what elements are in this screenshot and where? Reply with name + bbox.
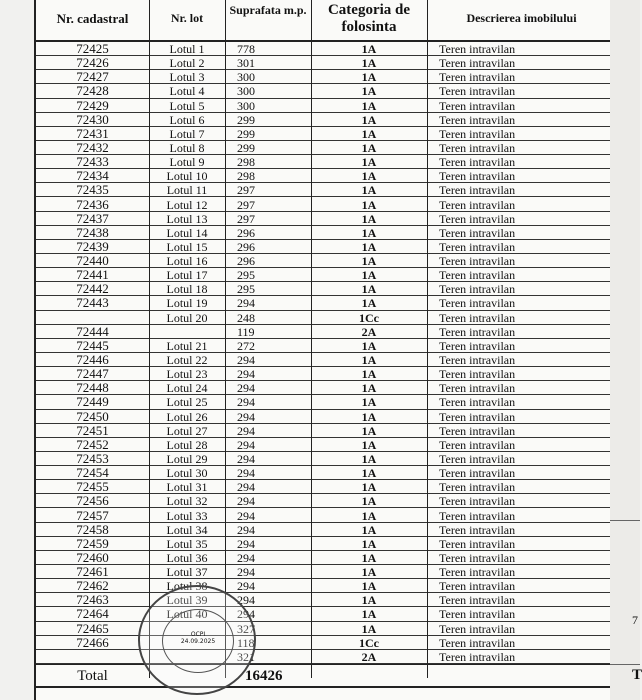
- cell-nr-lot: Lotul 6: [169, 112, 205, 127]
- cell-suprafata: 297: [237, 183, 255, 198]
- table-row: [36, 424, 610, 438]
- cell-nr-lot: Lotul 36: [166, 550, 208, 565]
- cell-suprafata: 299: [237, 112, 255, 127]
- cell-nr-cadastral: 72426: [76, 55, 109, 71]
- cell-nr-cadastral: 72453: [76, 450, 109, 466]
- cell-categoria: 1A: [361, 423, 377, 438]
- table-row: [36, 268, 610, 282]
- table-row: [36, 466, 610, 480]
- cell-suprafata: 298: [237, 169, 255, 184]
- cell-descrierea: Teren intravilan: [439, 466, 516, 481]
- cell-nr-lot: Lotul 3: [169, 70, 205, 85]
- margin-fragment: 7: [632, 613, 638, 627]
- cell-nr-cadastral: 72456: [76, 493, 109, 509]
- cell-categoria: 1Cc: [359, 310, 379, 325]
- cell-descrierea: Teren intravilan: [439, 112, 516, 127]
- cell-descrierea: Teren intravilan: [439, 423, 516, 438]
- table-row: [36, 169, 610, 183]
- cell-categoria: 1A: [361, 381, 377, 396]
- cell-categoria: 1A: [361, 42, 377, 56]
- cell-categoria: 1A: [361, 98, 377, 113]
- table-row: [36, 593, 610, 607]
- cell-nr-cadastral: 72457: [76, 507, 109, 523]
- table-row: [36, 353, 610, 367]
- cell-categoria: 1A: [361, 239, 377, 254]
- cell-nr-lot: Lotul 15: [166, 239, 208, 254]
- table-row: [36, 622, 610, 636]
- cell-nr-lot: Lotul 37: [166, 565, 208, 580]
- table-row: [36, 183, 610, 197]
- table-row: [36, 84, 610, 98]
- cell-nr-lot: Lotul 24: [166, 381, 208, 396]
- cell-nr-cadastral: [36, 650, 149, 663]
- cell-categoria: 1A: [361, 282, 377, 297]
- cell-nr-cadastral: 72446: [76, 352, 109, 367]
- cell-categoria: 1A: [361, 550, 377, 565]
- cell-descrierea: Teren intravilan: [439, 56, 516, 71]
- cell-suprafata: 298: [237, 155, 255, 170]
- cell-nr-lot: Lotul 23: [166, 367, 208, 382]
- strip-rule: [610, 664, 640, 665]
- cell-categoria: 1A: [361, 70, 377, 85]
- cell-nr-lot: Lotul 20: [166, 310, 208, 325]
- cell-nr-cadastral: 72434: [76, 168, 109, 184]
- cell-nr-cadastral: 72425: [76, 41, 109, 56]
- stamp-text: OCPI 24.09.2025: [180, 631, 216, 645]
- table-row: [36, 494, 610, 508]
- cell-suprafata: 294: [237, 494, 255, 509]
- cell-categoria: 1A: [361, 197, 377, 212]
- cell-nr-cadastral: 72433: [76, 154, 109, 170]
- cell-suprafata: 294: [237, 466, 255, 481]
- cell-categoria: 1A: [361, 140, 377, 155]
- cell-categoria: 1A: [361, 254, 377, 269]
- cell-suprafata: 294: [237, 565, 255, 580]
- cell-descrierea: Teren intravilan: [439, 494, 516, 509]
- cell-suprafata: 294: [237, 423, 255, 438]
- cell-descrierea: Teren intravilan: [439, 409, 516, 424]
- cell-categoria: 1A: [361, 593, 377, 608]
- header-descrierea: Descrierea imobilului: [466, 11, 577, 25]
- cell-nr-cadastral: 72439: [76, 238, 109, 254]
- cell-nr-cadastral: 72436: [76, 196, 109, 212]
- cell-descrierea: Teren intravilan: [439, 225, 516, 240]
- cell-descrierea: Teren intravilan: [439, 536, 516, 551]
- cell-suprafata: 119: [237, 324, 255, 339]
- cell-suprafata: 294: [237, 367, 255, 382]
- table-row: [36, 523, 610, 537]
- cell-nr-cadastral: 72443: [76, 295, 109, 311]
- cell-descrierea: Teren intravilan: [439, 211, 516, 226]
- margin-fragment: T: [632, 667, 642, 683]
- cell-nr-lot: Lotul 33: [166, 508, 208, 523]
- table-row: [36, 70, 610, 84]
- cell-descrierea: Teren intravilan: [439, 183, 516, 198]
- cell-descrierea: Teren intravilan: [439, 282, 516, 297]
- cell-descrierea: Teren intravilan: [439, 522, 516, 537]
- cell-descrierea: Teren intravilan: [439, 169, 516, 184]
- cell-categoria: 1A: [361, 56, 377, 71]
- cell-nr-lot: Lotul 32: [166, 494, 208, 509]
- cell-suprafata: 297: [237, 197, 255, 212]
- cell-nr-cadastral: 72448: [76, 380, 109, 396]
- cell-suprafata: 296: [237, 254, 255, 269]
- cell-descrierea: Teren intravilan: [439, 126, 516, 141]
- cell-categoria: 1A: [361, 522, 377, 537]
- cell-categoria: 1A: [361, 579, 377, 594]
- cell-nr-cadastral: 72438: [76, 224, 109, 240]
- cell-nr-lot: Lotul 29: [166, 451, 208, 466]
- cell-categoria: 1A: [361, 268, 377, 283]
- cell-categoria: 1A: [361, 84, 377, 99]
- cell-categoria: 1A: [361, 211, 377, 226]
- header-nr-lot: Nr. lot: [170, 11, 204, 25]
- cell-nr-cadastral: 72462: [76, 578, 109, 594]
- cell-suprafata: 294: [237, 353, 255, 367]
- cell-nr-cadastral: 72437: [76, 210, 109, 226]
- cell-nr-lot: Lotul 40: [166, 607, 208, 622]
- cell-nr-lot: Lotul 38: [166, 579, 208, 594]
- cell-nr-lot: Lotul 25: [166, 395, 208, 410]
- cell-suprafata: 321: [237, 649, 255, 664]
- cell-descrierea: Teren intravilan: [439, 635, 516, 650]
- cell-nr-cadastral: 72455: [76, 479, 109, 495]
- cell-nr-lot: Lotul 34: [166, 522, 208, 537]
- cell-descrierea: Teren intravilan: [439, 649, 516, 664]
- cell-nr-cadastral: 72458: [76, 521, 109, 537]
- adjacent-page-edge: [610, 0, 640, 700]
- cell-categoria: 1A: [361, 296, 377, 311]
- cell-nr-cadastral: 72440: [76, 253, 109, 269]
- cell-descrierea: Teren intravilan: [439, 84, 516, 99]
- cell-suprafata: 296: [237, 225, 255, 240]
- cell-nr-cadastral: 72451: [76, 422, 109, 438]
- cell-categoria: 1A: [361, 508, 377, 523]
- cell-categoria: 1A: [361, 353, 377, 367]
- cell-suprafata: 294: [237, 550, 255, 565]
- cell-suprafata: 294: [237, 593, 255, 608]
- cell-nr-lot: Lotul 13: [166, 211, 208, 226]
- cell-categoria: 1A: [361, 480, 377, 495]
- table-row: [36, 381, 610, 395]
- table-row: [36, 198, 610, 212]
- table-row: [36, 551, 610, 565]
- table-row: [36, 212, 610, 226]
- cell-nr-lot: Lotul 4: [169, 84, 205, 99]
- cell-categoria: 1A: [361, 155, 377, 170]
- cell-nr-cadastral: 72447: [76, 366, 109, 382]
- cell-descrierea: Teren intravilan: [439, 338, 516, 353]
- table-row: [36, 636, 610, 650]
- cell-nr-cadastral: 72432: [76, 139, 109, 155]
- cell-descrierea: Teren intravilan: [439, 239, 516, 254]
- table-row: [36, 410, 610, 424]
- table-row: [36, 56, 610, 70]
- cell-suprafata: 248: [237, 310, 255, 325]
- cell-nr-cadastral: 72435: [76, 182, 109, 198]
- total-label: Total: [77, 668, 108, 684]
- cell-nr-lot: Lotul 1: [169, 42, 205, 56]
- cell-suprafata: 778: [237, 42, 255, 56]
- official-stamp-seal: [138, 585, 256, 695]
- cell-nr-cadastral: 72442: [76, 281, 109, 297]
- cell-nr-cadastral: 72450: [76, 408, 109, 424]
- cell-nr-lot: Lotul 16: [166, 254, 208, 269]
- cell-categoria: 1A: [361, 395, 377, 410]
- cell-descrierea: Teren intravilan: [439, 254, 516, 269]
- cell-descrierea: Teren intravilan: [439, 42, 516, 56]
- cell-nr-cadastral: 72444: [76, 323, 109, 339]
- table-row: [36, 579, 610, 593]
- cell-categoria: 1A: [361, 494, 377, 509]
- cell-suprafata: 300: [237, 84, 255, 99]
- cell-nr-cadastral: 72466: [76, 634, 109, 650]
- cell-nr-cadastral: 72460: [76, 549, 109, 565]
- cell-suprafata: 327: [237, 621, 255, 636]
- cell-nr-cadastral: 72452: [76, 436, 109, 452]
- table-row: [36, 565, 610, 579]
- cell-descrierea: Teren intravilan: [439, 437, 516, 452]
- strip-rule: [610, 520, 640, 521]
- cell-suprafata: 300: [237, 70, 255, 85]
- cell-descrierea: Teren intravilan: [439, 593, 516, 608]
- table-row: [36, 240, 610, 254]
- cell-categoria: 1A: [361, 112, 377, 127]
- cell-nr-cadastral: 72465: [76, 620, 109, 636]
- table-row: [36, 367, 610, 381]
- cell-categoria: 1A: [361, 466, 377, 481]
- cell-suprafata: 296: [237, 239, 255, 254]
- cell-nr-lot: Lotul 5: [169, 98, 205, 113]
- cell-nr-lot: [149, 325, 225, 338]
- cell-suprafata: 294: [237, 522, 255, 537]
- cell-suprafata: 294: [237, 395, 255, 410]
- cell-descrierea: Teren intravilan: [439, 310, 516, 325]
- cell-nr-cadastral: 72427: [76, 69, 109, 85]
- cell-nr-cadastral: 72463: [76, 592, 109, 608]
- cell-categoria: 1A: [361, 169, 377, 184]
- cell-categoria: 1A: [361, 536, 377, 551]
- cell-descrierea: Teren intravilan: [439, 296, 516, 311]
- cell-categoria: 1Cc: [359, 635, 379, 650]
- cell-nr-lot: Lotul 31: [166, 480, 208, 495]
- cell-nr-lot: Lotul 28: [166, 437, 208, 452]
- cell-nr-cadastral: 72445: [76, 337, 109, 353]
- table-row: [36, 452, 610, 466]
- cell-nr-lot: Lotul 26: [166, 409, 208, 424]
- cell-suprafata: 294: [237, 607, 255, 622]
- total-row: [36, 664, 610, 688]
- cell-descrierea: Teren intravilan: [439, 367, 516, 382]
- cell-nr-cadastral: 72459: [76, 535, 109, 551]
- cell-suprafata: 294: [237, 296, 255, 311]
- cell-descrierea: Teren intravilan: [439, 565, 516, 580]
- table-row: [36, 650, 610, 664]
- cell-nr-cadastral: [36, 311, 149, 324]
- cell-nr-lot: Lotul 12: [166, 197, 208, 212]
- cell-descrierea: Teren intravilan: [439, 508, 516, 523]
- cell-descrierea: Teren intravilan: [439, 621, 516, 636]
- table-row: [36, 127, 610, 141]
- cell-nr-cadastral: 72429: [76, 97, 109, 113]
- column-divider: [149, 0, 150, 678]
- cell-suprafata: 294: [237, 451, 255, 466]
- cell-nr-cadastral: 72464: [76, 606, 109, 622]
- cell-nr-lot: Lotul 7: [169, 126, 205, 141]
- cell-nr-cadastral: 72431: [76, 125, 109, 141]
- cell-categoria: 1A: [361, 338, 377, 353]
- header-suprafata: Suprafata m.p.: [229, 3, 307, 17]
- table-row: [36, 325, 610, 339]
- table-row: [36, 141, 610, 155]
- cell-descrierea: Teren intravilan: [439, 395, 516, 410]
- cell-categoria: 1A: [361, 451, 377, 466]
- table-row: [36, 226, 610, 240]
- cell-descrierea: Teren intravilan: [439, 451, 516, 466]
- cell-categoria: 1A: [361, 565, 377, 580]
- table-row: [36, 155, 610, 169]
- cell-descrierea: Teren intravilan: [439, 607, 516, 622]
- cell-categoria: 2A: [361, 649, 377, 664]
- cell-nr-lot: Lotul 18: [166, 282, 208, 297]
- table-row: [36, 113, 610, 127]
- cell-nr-lot: Lotul 27: [166, 423, 208, 438]
- cell-nr-cadastral: 72441: [76, 267, 109, 283]
- cell-nr-lot: Lotul 35: [166, 536, 208, 551]
- cell-nr-lot: Lotul 2: [169, 56, 205, 71]
- column-divider: [427, 0, 428, 678]
- table-row: [36, 509, 610, 523]
- cell-nr-lot: Lotul 30: [166, 466, 208, 481]
- cell-categoria: 1A: [361, 367, 377, 382]
- cell-nr-lot: Lotul 17: [166, 268, 208, 283]
- cell-nr-lot: Lotul 21: [166, 338, 208, 353]
- cell-suprafata: 297: [237, 211, 255, 226]
- cell-suprafata: 294: [237, 409, 255, 424]
- cell-suprafata: 294: [237, 480, 255, 495]
- cell-descrierea: Teren intravilan: [439, 268, 516, 283]
- cell-suprafata: 294: [237, 508, 255, 523]
- column-divider: [225, 0, 226, 678]
- table-row: [36, 395, 610, 409]
- cell-descrierea: Teren intravilan: [439, 353, 516, 367]
- cell-nr-lot: Lotul 9: [169, 155, 205, 170]
- cell-descrierea: Teren intravilan: [439, 550, 516, 565]
- cell-descrierea: Teren intravilan: [439, 155, 516, 170]
- cell-suprafata: 300: [237, 98, 255, 113]
- cell-nr-lot: Lotul 14: [166, 225, 208, 240]
- cell-categoria: 1A: [361, 183, 377, 198]
- cell-suprafata: 295: [237, 268, 255, 283]
- cell-suprafata: 301: [237, 56, 255, 71]
- table-row: [36, 42, 610, 56]
- cell-descrierea: Teren intravilan: [439, 197, 516, 212]
- cell-categoria: 1A: [361, 437, 377, 452]
- cell-nr-cadastral: 72454: [76, 465, 109, 481]
- cell-suprafata: 299: [237, 126, 255, 141]
- column-divider: [311, 0, 312, 678]
- cell-nr-cadastral: 72461: [76, 564, 109, 580]
- cell-suprafata: 295: [237, 282, 255, 297]
- table-row: [36, 480, 610, 494]
- table-row: [36, 339, 610, 353]
- cell-nr-cadastral: 72449: [76, 394, 109, 410]
- cell-nr-lot: Lotul 19: [166, 296, 208, 311]
- cell-descrierea: Teren intravilan: [439, 480, 516, 495]
- cell-nr-lot: Lotul 8: [169, 140, 205, 155]
- cell-nr-lot: Lotul 22: [166, 353, 208, 367]
- cell-descrierea: Teren intravilan: [439, 381, 516, 396]
- cell-suprafata: 294: [237, 437, 255, 452]
- header-categoria: Categoria de folosinta: [327, 2, 411, 35]
- total-value: 16426: [245, 668, 283, 684]
- cell-categoria: 1A: [361, 409, 377, 424]
- table-row: [36, 296, 610, 310]
- cell-descrierea: Teren intravilan: [439, 140, 516, 155]
- table-row: [36, 311, 610, 325]
- cell-suprafata: 294: [237, 536, 255, 551]
- cell-suprafata: 118: [237, 635, 255, 650]
- cell-nr-lot: Lotul 10: [166, 169, 208, 184]
- table-row: [36, 438, 610, 452]
- cell-suprafata: 299: [237, 140, 255, 155]
- table-header: [36, 0, 610, 42]
- cell-categoria: 1A: [361, 621, 377, 636]
- cell-categoria: 1A: [361, 607, 377, 622]
- table-row: [36, 537, 610, 551]
- cell-categoria: 1A: [361, 126, 377, 141]
- table-row: [36, 254, 610, 268]
- cell-nr-lot: Lotul 39: [166, 593, 208, 608]
- table-row: [36, 607, 610, 621]
- cell-categoria: 2A: [361, 324, 377, 339]
- table-row: [36, 282, 610, 296]
- cell-suprafata: 272: [237, 338, 255, 353]
- table-row: [36, 99, 610, 113]
- cadastral-table: [34, 0, 612, 700]
- header-nr-cadastral: Nr. cadastral: [56, 11, 129, 26]
- cell-nr-cadastral: 72430: [76, 111, 109, 127]
- cell-descrierea: Teren intravilan: [439, 98, 516, 113]
- cell-descrierea: Teren intravilan: [439, 324, 516, 339]
- cell-categoria: 1A: [361, 225, 377, 240]
- cell-suprafata: 294: [237, 579, 255, 594]
- cell-descrierea: Teren intravilan: [439, 70, 516, 85]
- cell-nr-lot: Lotul 11: [166, 183, 208, 198]
- cell-suprafata: 294: [237, 381, 255, 396]
- cell-nr-cadastral: 72428: [76, 83, 109, 99]
- cell-descrierea: Teren intravilan: [439, 579, 516, 594]
